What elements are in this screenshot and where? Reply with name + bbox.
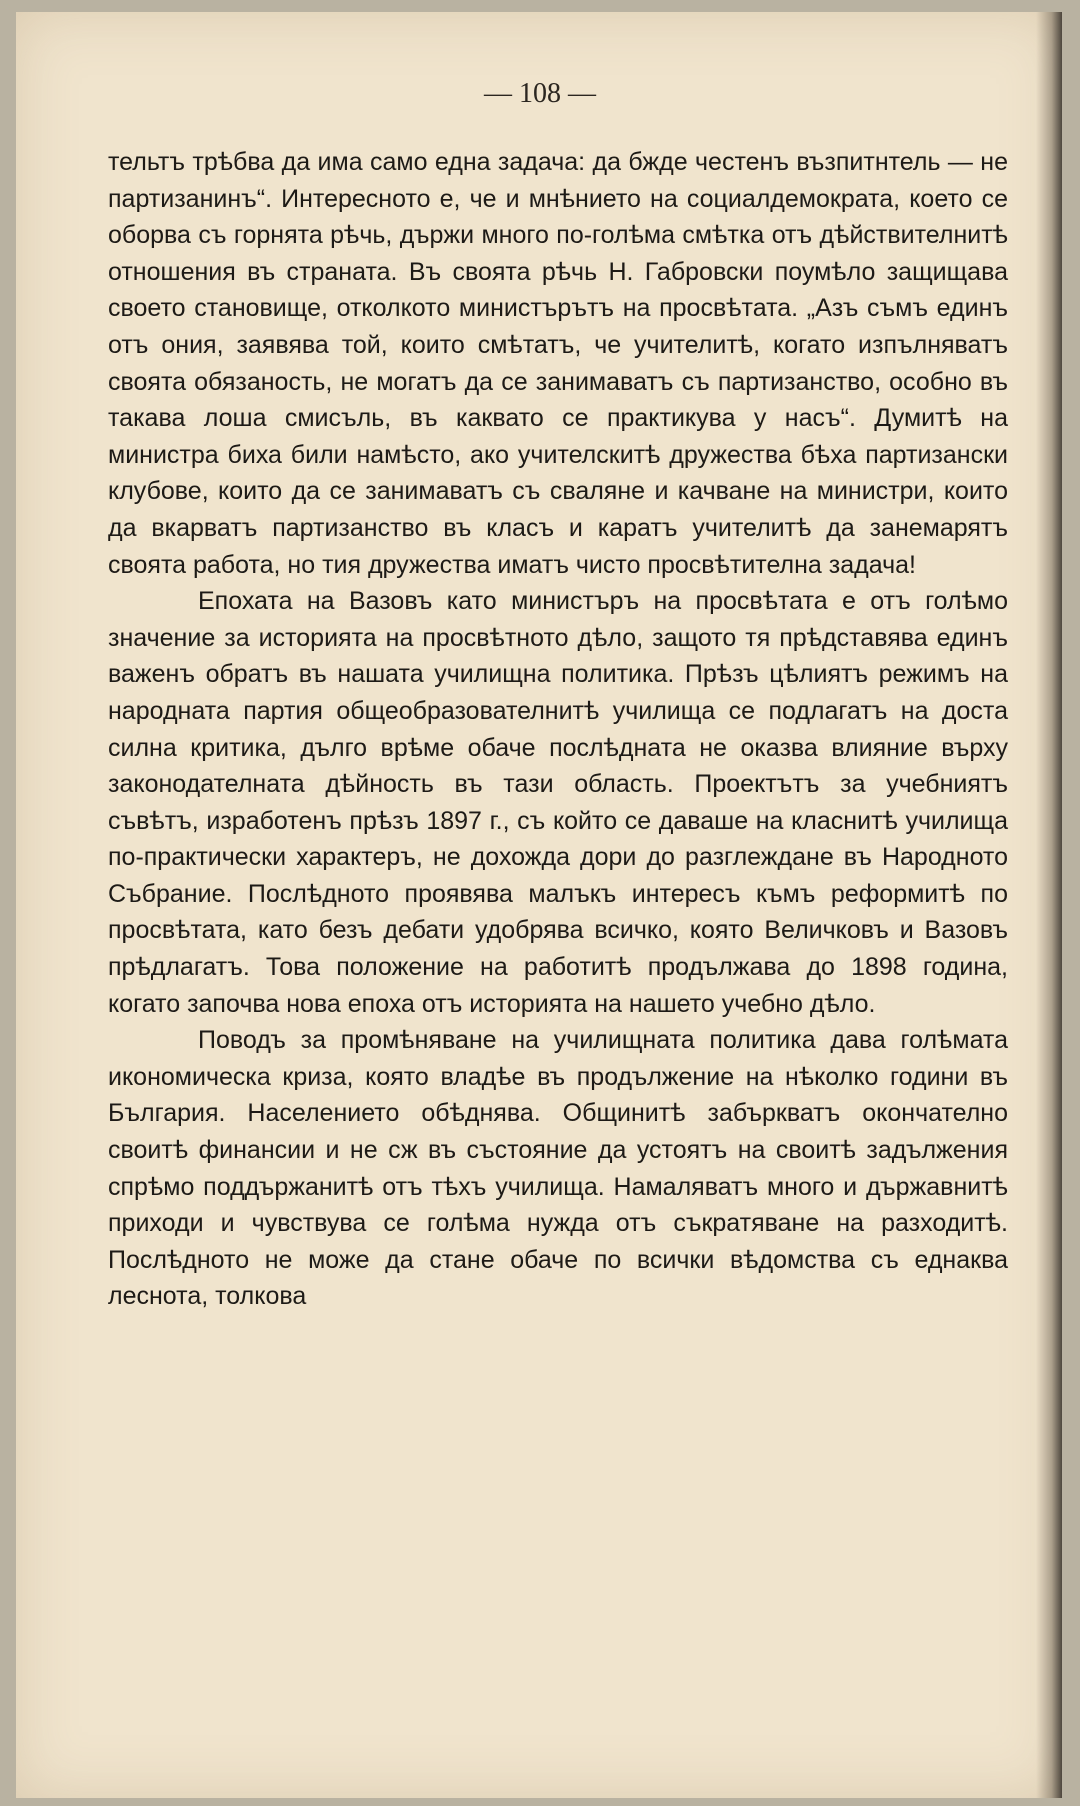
page-number: — 108 — xyxy=(484,78,596,109)
paragraph-2: Епохата на Вазовъ като министъръ на просвѣтата е отъ голѣмо значение за историята на просвѣтното дѣло, защото тя прѣдставява единъ важенъ обратъ въ нашата училищна политика. Прѣзъ цѣлиятъ режимъ на народната партия общеобразователнитѣ училища се подлагатъ на доста силна критика, дълго врѣме обаче послѣдната не оказва влияние върху законодателната дѣйность въ тази область. Проектътъ за учебниятъ съвѣтъ, изработенъ прѣзъ 1897 г., съ който се даваше на класнитѣ училища по-практически характеръ, не дохожда дори до разглеждане въ Народното Събрание. Послѣдното проявява малъкъ интересъ къмъ реформитѣ по просвѣтата, като безъ дебати удобрява всичко, която Величковъ и Вазовъ прѣдлагатъ. Това положение на работитѣ продължава до 1898 година, когато започва нова епоха отъ историята на нашето учебно дѣло. xyxy=(108,587,1008,1018)
paragraph-3: Поводъ за промѣняване на училищната политика дава голѣмата икономическа криза, която владѣе въ продължение на нѣколко години въ България. Населението обѣднява. Общинитѣ забъркватъ окончателно своитѣ финансии и не сж въ състояние да устоятъ на своитѣ задължения спрѣмо поддържанитѣ отъ тѣхъ училища. Намаляватъ много и държавнитѣ приходи и чувствува се голѣма нужда отъ съкратяване на разходитѣ. Послѣдното не може да стане обаче по всички вѣдомства съ еднаква леснота, толкова xyxy=(108,1026,1008,1311)
paragraph-1: тельтъ трѣбва да има само една задача: да бжде честенъ възпитнтель — не партизанинъ“. Интересното е, че и мнѣнието на социалдемократа, което се оборва съ горнята рѣчь, държи много по-голѣма смѣтка отъ дѣйствителнитѣ отношения въ страната. Въ своята рѣчь Н. Габровски поумѣло защищава своето становище, отколкото министърътъ на просвѣтата. „Азъ съмъ единъ отъ ония, заявява той, които смѣтатъ, че учителитѣ, когато изпълняватъ своята обязаность, не могатъ да се занимаватъ съ партизанство, особно въ такава лоша смисъль, въ каквато се практикува у насъ“. Думитѣ на министра биха били намѣсто, ако учителскитѣ дружества бѣха партизански клубове, които да се занимаватъ съ сваляне и качване на министри, които да вкарватъ партизанство въ класъ и каратъ учителитѣ да занемарятъ своята работа, но тия дружества иматъ чисто просвѣтителна задача! xyxy=(108,148,1008,579)
spine-shadow xyxy=(1036,12,1062,1798)
body-text xyxy=(108,144,1008,1315)
